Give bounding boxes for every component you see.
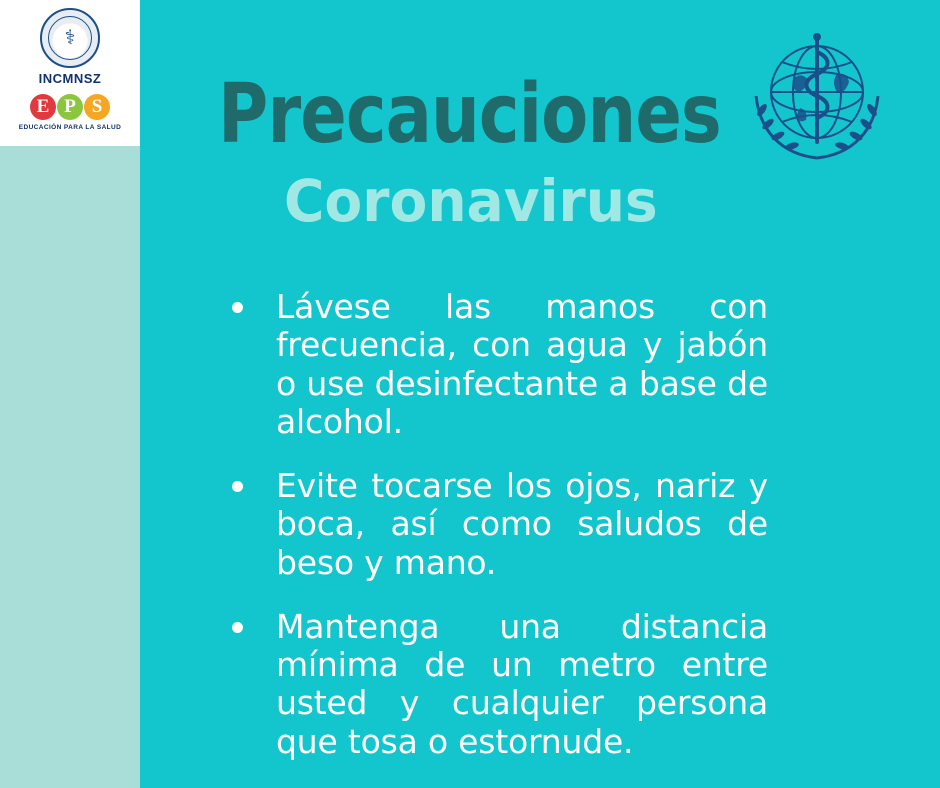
eps-letter-e: E — [30, 94, 56, 120]
bullet-icon — [232, 481, 243, 492]
eps-logo-icon — [0, 92, 140, 122]
emblem-glyph-icon: ⚕ — [64, 27, 76, 49]
list-item — [232, 288, 768, 441]
precaution-list — [232, 288, 768, 787]
program-tagline: EDUCACIÓN PARA LA SALUD — [18, 124, 122, 131]
incmnsz-emblem-icon — [40, 8, 100, 68]
list-item-text: Mantenga una distancia mínima de un metro entre usted y cualquier persona que tosa o estornude. — [276, 606, 768, 761]
list-item-text: Lávese las manos con frecuencia, con agua y jabón o use desinfectante a base de alcohol. — [276, 287, 768, 441]
list-item — [232, 467, 768, 582]
eps-letter-p: P — [57, 94, 83, 120]
bullet-icon — [232, 622, 243, 633]
bullet-icon — [232, 302, 243, 313]
page-subtitle: Coronavirus — [284, 167, 658, 235]
institution-logo-block — [0, 0, 140, 88]
eps-letter-s: S — [84, 94, 110, 120]
list-item — [232, 608, 768, 761]
list-item-text: Evite tocarse los ojos, nariz y boca, así como saludos de beso y mano. — [276, 466, 768, 582]
who-emblem-icon — [742, 30, 892, 170]
program-logo-block — [0, 88, 140, 146]
page-title: Precauciones — [218, 67, 721, 162]
sidebar — [0, 0, 140, 788]
institution-acronym: INCMNSZ — [38, 71, 102, 86]
